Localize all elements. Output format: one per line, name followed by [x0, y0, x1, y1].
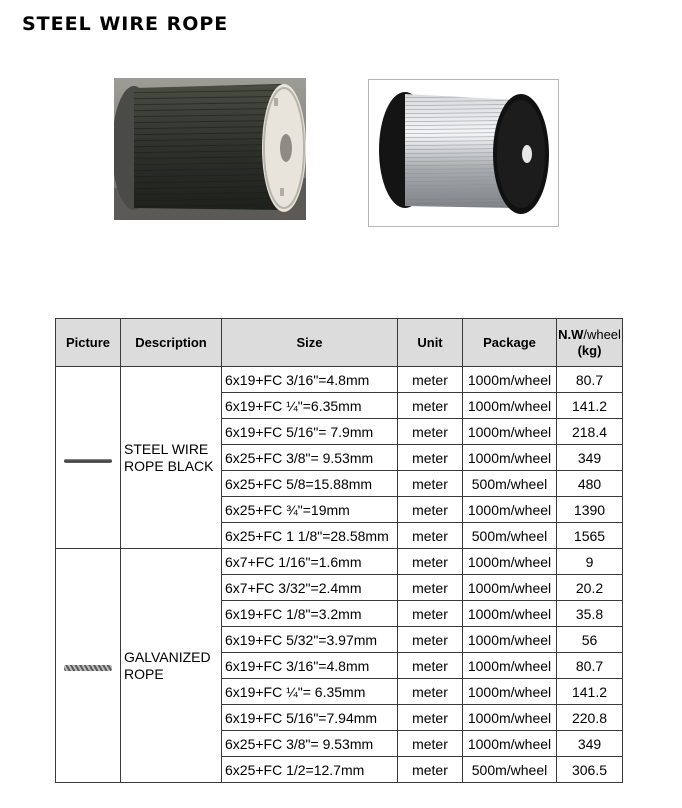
- header-size: Size: [222, 319, 398, 367]
- net-weight-cell: 80.7: [557, 367, 623, 393]
- package-cell: 1000m/wheel: [463, 653, 557, 679]
- header-package: Package: [463, 319, 557, 367]
- unit-cell: meter: [398, 419, 463, 445]
- package-cell: 1000m/wheel: [463, 497, 557, 523]
- net-weight-cell: 220.8: [557, 705, 623, 731]
- unit-cell: meter: [398, 679, 463, 705]
- net-weight-cell: 9: [557, 549, 623, 575]
- black-reel-illustration: [114, 78, 306, 220]
- table-row: [56, 549, 623, 575]
- description-cell: [121, 549, 222, 783]
- size-cell: 6x25+FC ¾"=19mm: [222, 497, 398, 523]
- size-cell: 6x25+FC 1 1/8"=28.58mm: [222, 523, 398, 549]
- unit-cell: meter: [398, 575, 463, 601]
- description-cell: [121, 367, 222, 549]
- size-cell: 6x19+FC 5/32"=3.97mm: [222, 627, 398, 653]
- package-cell: 1000m/wheel: [463, 679, 557, 705]
- galvanized-reel-illustration: [369, 80, 558, 226]
- description-line: ROPE BLACK: [124, 457, 214, 474]
- package-cell: 1000m/wheel: [463, 575, 557, 601]
- unit-cell: meter: [398, 445, 463, 471]
- package-cell: 1000m/wheel: [463, 627, 557, 653]
- size-cell: 6x19+FC ¼"= 6.35mm: [222, 679, 398, 705]
- package-cell: 1000m/wheel: [463, 705, 557, 731]
- unit-cell: meter: [398, 705, 463, 731]
- header-nw-suffix: /wheel: [583, 326, 621, 342]
- header-description: Description: [121, 319, 222, 367]
- black-rope-thumbnail-icon: [64, 459, 112, 463]
- header-unit: Unit: [398, 319, 463, 367]
- size-cell: 6x19+FC 1/8"=3.2mm: [222, 601, 398, 627]
- unit-cell: meter: [398, 757, 463, 783]
- black-steel-wire-rope-reel-photo: [114, 78, 306, 220]
- package-cell: 1000m/wheel: [463, 419, 557, 445]
- package-cell: 1000m/wheel: [463, 601, 557, 627]
- header-nw-main: N.W: [558, 326, 584, 342]
- galvanized-rope-thumbnail-cell: [56, 549, 121, 783]
- unit-cell: meter: [398, 393, 463, 419]
- header-nw-unit: (kg): [577, 342, 602, 358]
- unit-cell: meter: [398, 549, 463, 575]
- specification-table: [55, 318, 623, 783]
- net-weight-cell: 349: [557, 731, 623, 757]
- description-line: GALVANIZED: [124, 648, 211, 665]
- size-cell: 6x7+FC 3/32"=2.4mm: [222, 575, 398, 601]
- package-cell: 500m/wheel: [463, 471, 557, 497]
- unit-cell: meter: [398, 731, 463, 757]
- table-header-row: [56, 319, 623, 367]
- package-cell: 1000m/wheel: [463, 731, 557, 757]
- net-weight-cell: 1565: [557, 523, 623, 549]
- net-weight-cell: 480: [557, 471, 623, 497]
- size-cell: 6x19+FC 3/16"=4.8mm: [222, 653, 398, 679]
- net-weight-cell: 141.2: [557, 679, 623, 705]
- package-cell: 1000m/wheel: [463, 549, 557, 575]
- unit-cell: meter: [398, 653, 463, 679]
- header-net-weight: [557, 319, 623, 367]
- size-cell: 6x19+FC ¼"=6.35mm: [222, 393, 398, 419]
- unit-cell: meter: [398, 523, 463, 549]
- unit-cell: meter: [398, 471, 463, 497]
- net-weight-cell: 80.7: [557, 653, 623, 679]
- package-cell: 1000m/wheel: [463, 445, 557, 471]
- net-weight-cell: 35.8: [557, 601, 623, 627]
- size-cell: 6x19+FC 5/16"=7.94mm: [222, 705, 398, 731]
- size-cell: 6x25+FC 1/2=12.7mm: [222, 757, 398, 783]
- unit-cell: meter: [398, 367, 463, 393]
- header-picture: Picture: [56, 319, 121, 367]
- size-cell: 6x19+FC 5/16"= 7.9mm: [222, 419, 398, 445]
- net-weight-cell: 218.4: [557, 419, 623, 445]
- net-weight-cell: 349: [557, 445, 623, 471]
- package-cell: 1000m/wheel: [463, 393, 557, 419]
- unit-cell: meter: [398, 627, 463, 653]
- description-line: ROPE: [124, 665, 164, 682]
- size-cell: 6x19+FC 3/16"=4.8mm: [222, 367, 398, 393]
- unit-cell: meter: [398, 601, 463, 627]
- net-weight-cell: 1390: [557, 497, 623, 523]
- net-weight-cell: 20.2: [557, 575, 623, 601]
- size-cell: 6x25+FC 3/8"= 9.53mm: [222, 445, 398, 471]
- galvanized-rope-thumbnail-icon: [64, 665, 112, 671]
- size-cell: 6x25+FC 3/8"= 9.53mm: [222, 731, 398, 757]
- size-cell: 6x7+FC 1/16"=1.6mm: [222, 549, 398, 575]
- package-cell: 500m/wheel: [463, 757, 557, 783]
- net-weight-cell: 141.2: [557, 393, 623, 419]
- unit-cell: meter: [398, 497, 463, 523]
- table-row: [56, 367, 623, 393]
- net-weight-cell: 56: [557, 627, 623, 653]
- size-cell: 6x25+FC 5/8=15.88mm: [222, 471, 398, 497]
- package-cell: 500m/wheel: [463, 523, 557, 549]
- galvanized-wire-rope-reel-photo: [368, 79, 559, 227]
- net-weight-cell: 306.5: [557, 757, 623, 783]
- page-title: STEEL WIRE ROPE: [22, 13, 229, 35]
- black-rope-thumbnail-cell: [56, 367, 121, 549]
- description-line: STEEL WIRE: [124, 440, 209, 457]
- package-cell: 1000m/wheel: [463, 367, 557, 393]
